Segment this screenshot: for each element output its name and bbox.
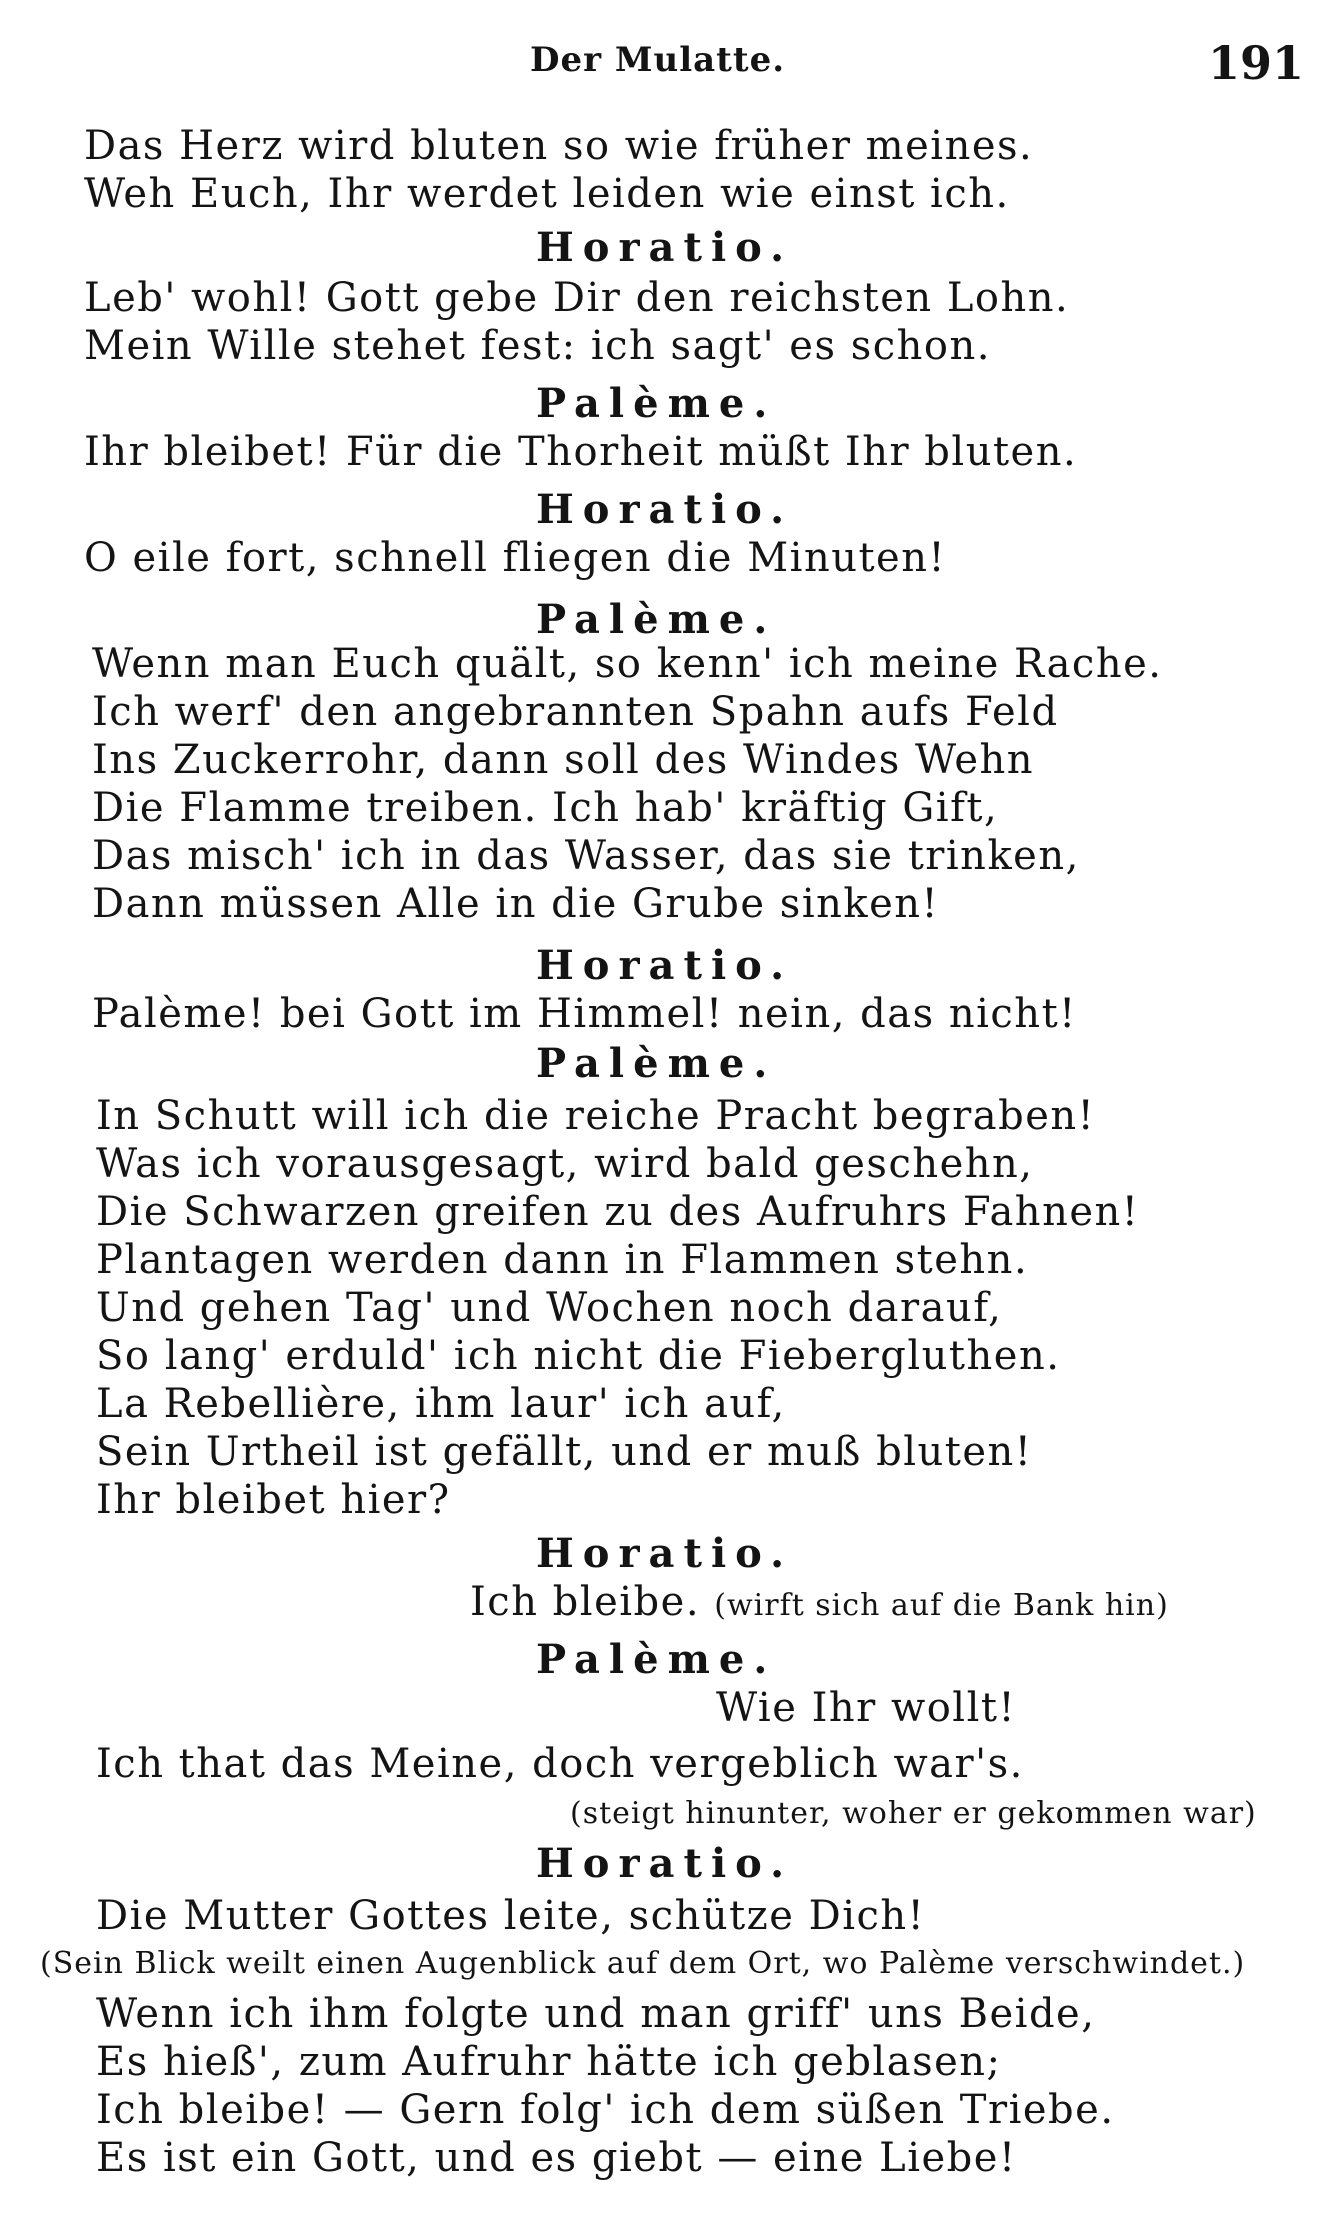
verse-line: Die Flamme treiben. Ich hab' kräftig Gift, [92, 785, 999, 831]
verse-line: Wie Ihr wollt! [716, 1685, 1017, 1731]
verse-line: Leb' wohl! Gott gebe Dir den reichsten Lohn. [84, 275, 1070, 321]
speaker-name: Horatio. [536, 486, 794, 533]
speaker-name: Palème. [536, 596, 777, 643]
verse-line: Plantagen werden dann in Flammen stehn. [96, 1237, 1029, 1283]
page-number: 191 [1207, 36, 1304, 90]
verse-line: Das misch' ich in das Wasser, das sie trinken, [92, 833, 1080, 879]
verse-line: Palème! bei Gott im Himmel! nein, das nicht! [92, 991, 1077, 1037]
speaker-name: Horatio. [536, 1840, 794, 1887]
speaker-name: Palème. [536, 1040, 777, 1087]
verse-text: Ich bleibe. [470, 1579, 701, 1625]
stage-direction: (wirft sich auf die Bank hin) [714, 1588, 1169, 1623]
verse-line: Weh Euch, Ihr werdet leiden wie einst ich. [84, 171, 1010, 217]
verse-line: Und gehen Tag' und Wochen noch darauf, [96, 1285, 1003, 1331]
stage-direction: (Sein Blick weilt einen Augenblick auf dem Ort, wo Palème verschwindet.) [40, 1946, 1246, 1981]
verse-line: Es hieß', zum Aufruhr hätte ich geblasen; [96, 2039, 1002, 2085]
verse-line: In Schutt will ich die reiche Pracht begraben! [96, 1093, 1096, 1139]
verse-line: Ich bleibe! — Gern folg' ich dem süßen Triebe. [96, 2087, 1115, 2133]
verse-line: La Rebellière, ihm laur' ich auf, [96, 1381, 786, 1427]
verse-line: Es ist ein Gott, und es giebt — eine Liebe! [96, 2135, 1017, 2181]
verse-line-with-direction [470, 1578, 1169, 1630]
verse-line: Ins Zuckerrohr, dann soll des Windes Wehn [92, 737, 1035, 783]
verse-line: Die Mutter Gottes leite, schütze Dich! [96, 1893, 926, 1939]
speaker-name: Palème. [536, 1636, 777, 1683]
speaker-name: Palème. [536, 380, 777, 427]
verse-line: Ihr bleibet! Für die Thorheit müßt Ihr bluten. [84, 429, 1078, 475]
verse-line: Ich that das Meine, doch vergeblich war's. [96, 1741, 1024, 1787]
verse-line: Ihr bleibet hier? [96, 1477, 451, 1523]
stage-direction: (steigt hinunter, woher er gekommen war) [570, 1796, 1257, 1831]
speaker-name: Horatio. [536, 1530, 794, 1577]
verse-line: Wenn man Euch quält, so kenn' ich meine Rache. [92, 641, 1163, 687]
verse-line: Wenn ich ihm folgte und man griff' uns Beide, [96, 1991, 1096, 2037]
verse-line: O eile fort, schnell fliegen die Minuten! [84, 535, 947, 581]
verse-line: So lang' erduld' ich nicht die Fiebergluthen. [96, 1333, 1061, 1379]
running-head: Der Mulatte. [530, 40, 786, 80]
verse-line: Dann müssen Alle in die Grube sinken! [92, 881, 940, 927]
verse-line: Das Herz wird bluten so wie früher meines. [84, 123, 1034, 169]
verse-line: Ich werf' den angebrannten Spahn aufs Feld [92, 689, 1059, 735]
page-header [0, 36, 1344, 90]
verse-line: Die Schwarzen greifen zu des Aufruhrs Fahnen! [96, 1189, 1140, 1235]
verse-line: Sein Urtheil ist gefällt, und er muß bluten! [96, 1429, 1033, 1475]
verse-line: Mein Wille stehet fest: ich sagt' es schon. [84, 323, 991, 369]
speaker-name: Horatio. [536, 942, 794, 989]
verse-line: Was ich vorausgesagt, wird bald geschehn, [96, 1141, 1034, 1187]
speaker-name: Horatio. [536, 224, 794, 271]
